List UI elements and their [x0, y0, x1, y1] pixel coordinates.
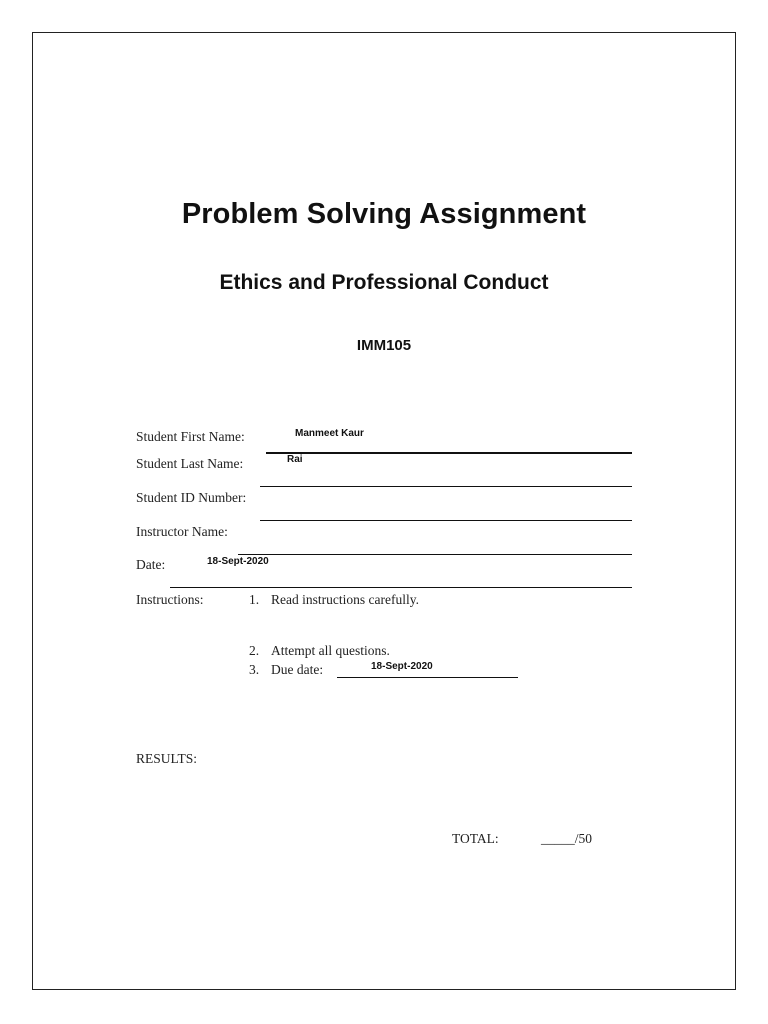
document-title: Problem Solving Assignment — [181, 198, 587, 230]
date-label: Date: — [136, 557, 166, 572]
instruction-3-text: Due date: — [271, 662, 324, 677]
page-frame — [32, 32, 736, 990]
document-subtitle: Ethics and Professional Conduct — [219, 271, 549, 294]
date-value[interactable]: 18-Sept-2020 — [207, 556, 269, 567]
instruction-2-number: 2. — [249, 643, 260, 658]
first-name-underline — [266, 452, 632, 454]
due-date-underline — [337, 677, 518, 678]
first-name-label: Student First Name: — [136, 429, 245, 444]
results-label: RESULTS: — [136, 751, 198, 766]
due-date-value[interactable]: 18-Sept-2020 — [371, 661, 433, 672]
total-label: TOTAL: — [452, 831, 499, 846]
total-blank: _____ — [541, 831, 575, 846]
last-name-value[interactable]: Rai — [287, 454, 303, 465]
instruction-3-number: 3. — [249, 662, 260, 677]
student-id-underline — [260, 520, 632, 521]
total-score-blank[interactable] — [541, 831, 592, 847]
instructor-label: Instructor Name: — [136, 524, 228, 539]
last-name-label: Student Last Name: — [136, 456, 244, 471]
date-underline — [170, 587, 632, 588]
first-name-value[interactable]: Manmeet Kaur — [295, 428, 364, 439]
instruction-1-number: 1. — [249, 592, 260, 607]
total-max: /50 — [574, 831, 593, 846]
instruction-1-text: Read instructions carefully. — [271, 592, 419, 607]
student-id-label: Student ID Number: — [136, 490, 247, 505]
instruction-2-text: Attempt all questions. — [271, 643, 390, 658]
instructor-underline — [238, 554, 632, 555]
course-code: IMM105 — [356, 337, 412, 354]
instructions-label: Instructions: — [136, 592, 204, 607]
last-name-underline — [260, 486, 632, 487]
